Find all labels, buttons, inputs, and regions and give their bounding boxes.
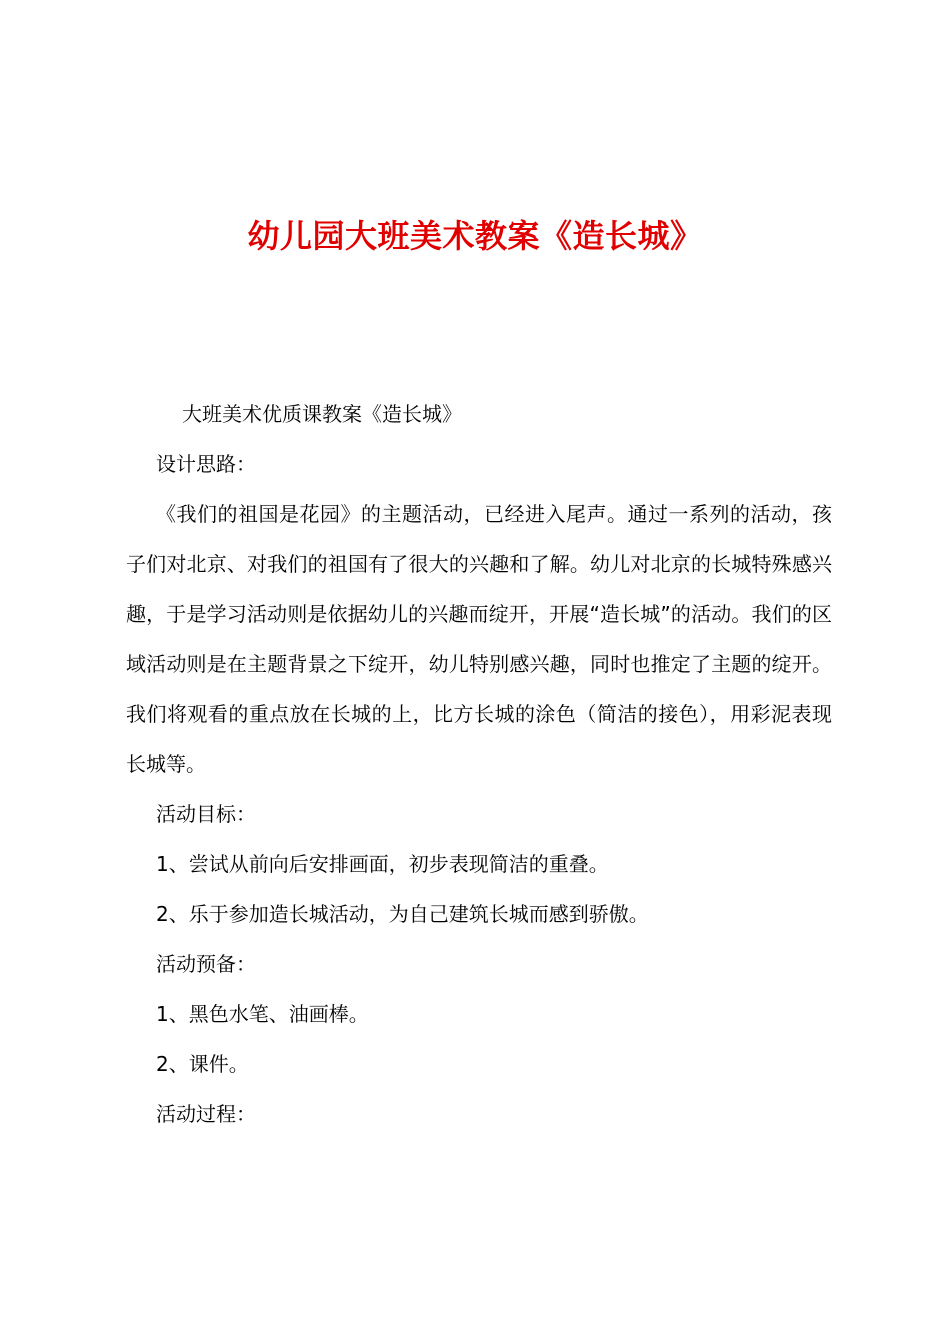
goal-item: 2、乐于参加造长城活动，为自己建筑长城而感到骄傲。: [156, 902, 649, 926]
prep-item: 1、黑色水笔、油画棒。: [156, 1002, 369, 1026]
prep-item: 2、课件。: [156, 1052, 249, 1076]
design-heading: 设计思路：: [156, 452, 256, 476]
design-paragraph: 《我们的祖国是花园》的主题活动，已经进入尾声。通过一系列的活动，孩子们对北京、对我们的祖国有了很大的兴趣和了解。幼儿对北京的长城特殊感兴趣，于是学习活动则是依据幼儿的兴趣而绽开，开展“造长城”的活动。我们的区域活动则是在主题背景之下绽开，幼儿特别感兴趣，同时也推定了主题的绽开。我们将观看的重点放在长城的上，比方长城的涂色（简洁的接色），用彩泥表现长城等。: [126, 502, 832, 776]
goal-item: 1、尝试从前向后安排画面，初步表现简洁的重叠。: [156, 852, 609, 876]
process-heading: 活动过程：: [156, 1102, 256, 1126]
document-title: 幼儿园大班美术教案《造长城》: [247, 217, 703, 255]
prep-heading: 活动预备：: [156, 952, 256, 976]
goals-heading: 活动目标：: [156, 802, 256, 826]
document-body: [126, 389, 832, 1139]
subtitle: 大班美术优质课教案《造长城》: [182, 402, 462, 426]
